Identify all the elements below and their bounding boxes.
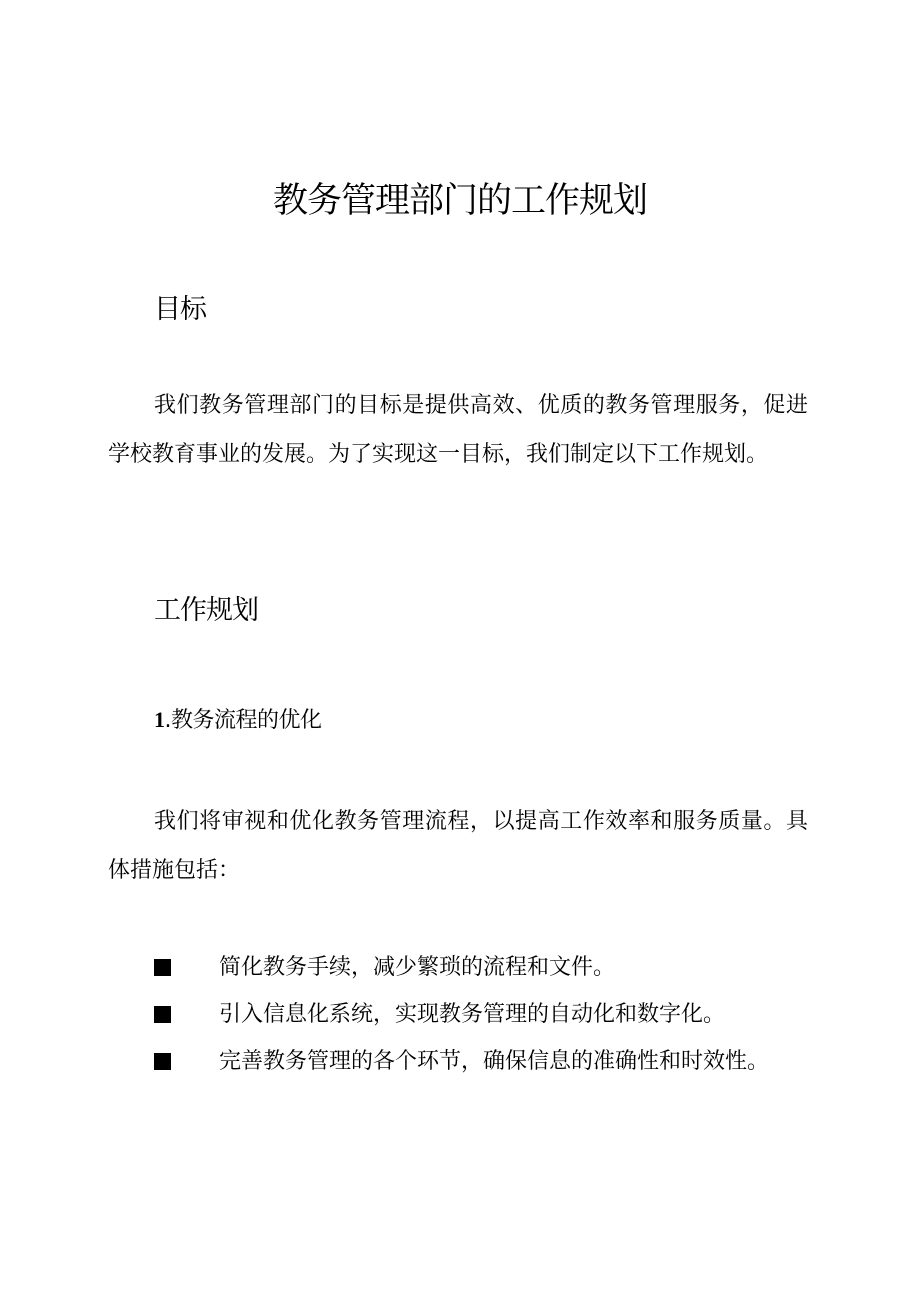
list-item xyxy=(154,991,769,1038)
subsection-title: .教务流程的优化 xyxy=(164,708,322,733)
square-bullet-icon xyxy=(154,1006,171,1023)
document-title: 教务管理部门的工作规划 xyxy=(272,181,647,221)
square-bullet-icon xyxy=(154,959,171,976)
square-bullet-icon xyxy=(154,1053,171,1070)
section-heading-work-plan: 工作规划 xyxy=(154,595,258,626)
list-item xyxy=(154,944,769,991)
measures-list xyxy=(154,944,769,1085)
list-item-text: 引入信息化系统，实现教务管理的自动化和数字化。 xyxy=(219,1001,726,1027)
subsection-heading xyxy=(154,702,322,739)
subsection-number: 1 xyxy=(154,707,165,732)
goal-paragraph: 我们教务管理部门的目标是提供高效、优质的教务管理服务，促进学校教育事业的发展。为了实现这一目标，我们制定以下工作规划。 xyxy=(108,393,808,467)
list-item xyxy=(154,1038,769,1085)
subsection-paragraph: 我们将审视和优化教务管理流程，以提高工作效率和服务质量。具体措施包括： xyxy=(108,809,808,883)
list-item-text: 简化教务手续，减少繁琐的流程和文件。 xyxy=(219,954,616,980)
section-heading-goal: 目标 xyxy=(154,294,206,325)
list-item-text: 完善教务管理的各个环节，确保信息的准确性和时效性。 xyxy=(219,1048,770,1074)
